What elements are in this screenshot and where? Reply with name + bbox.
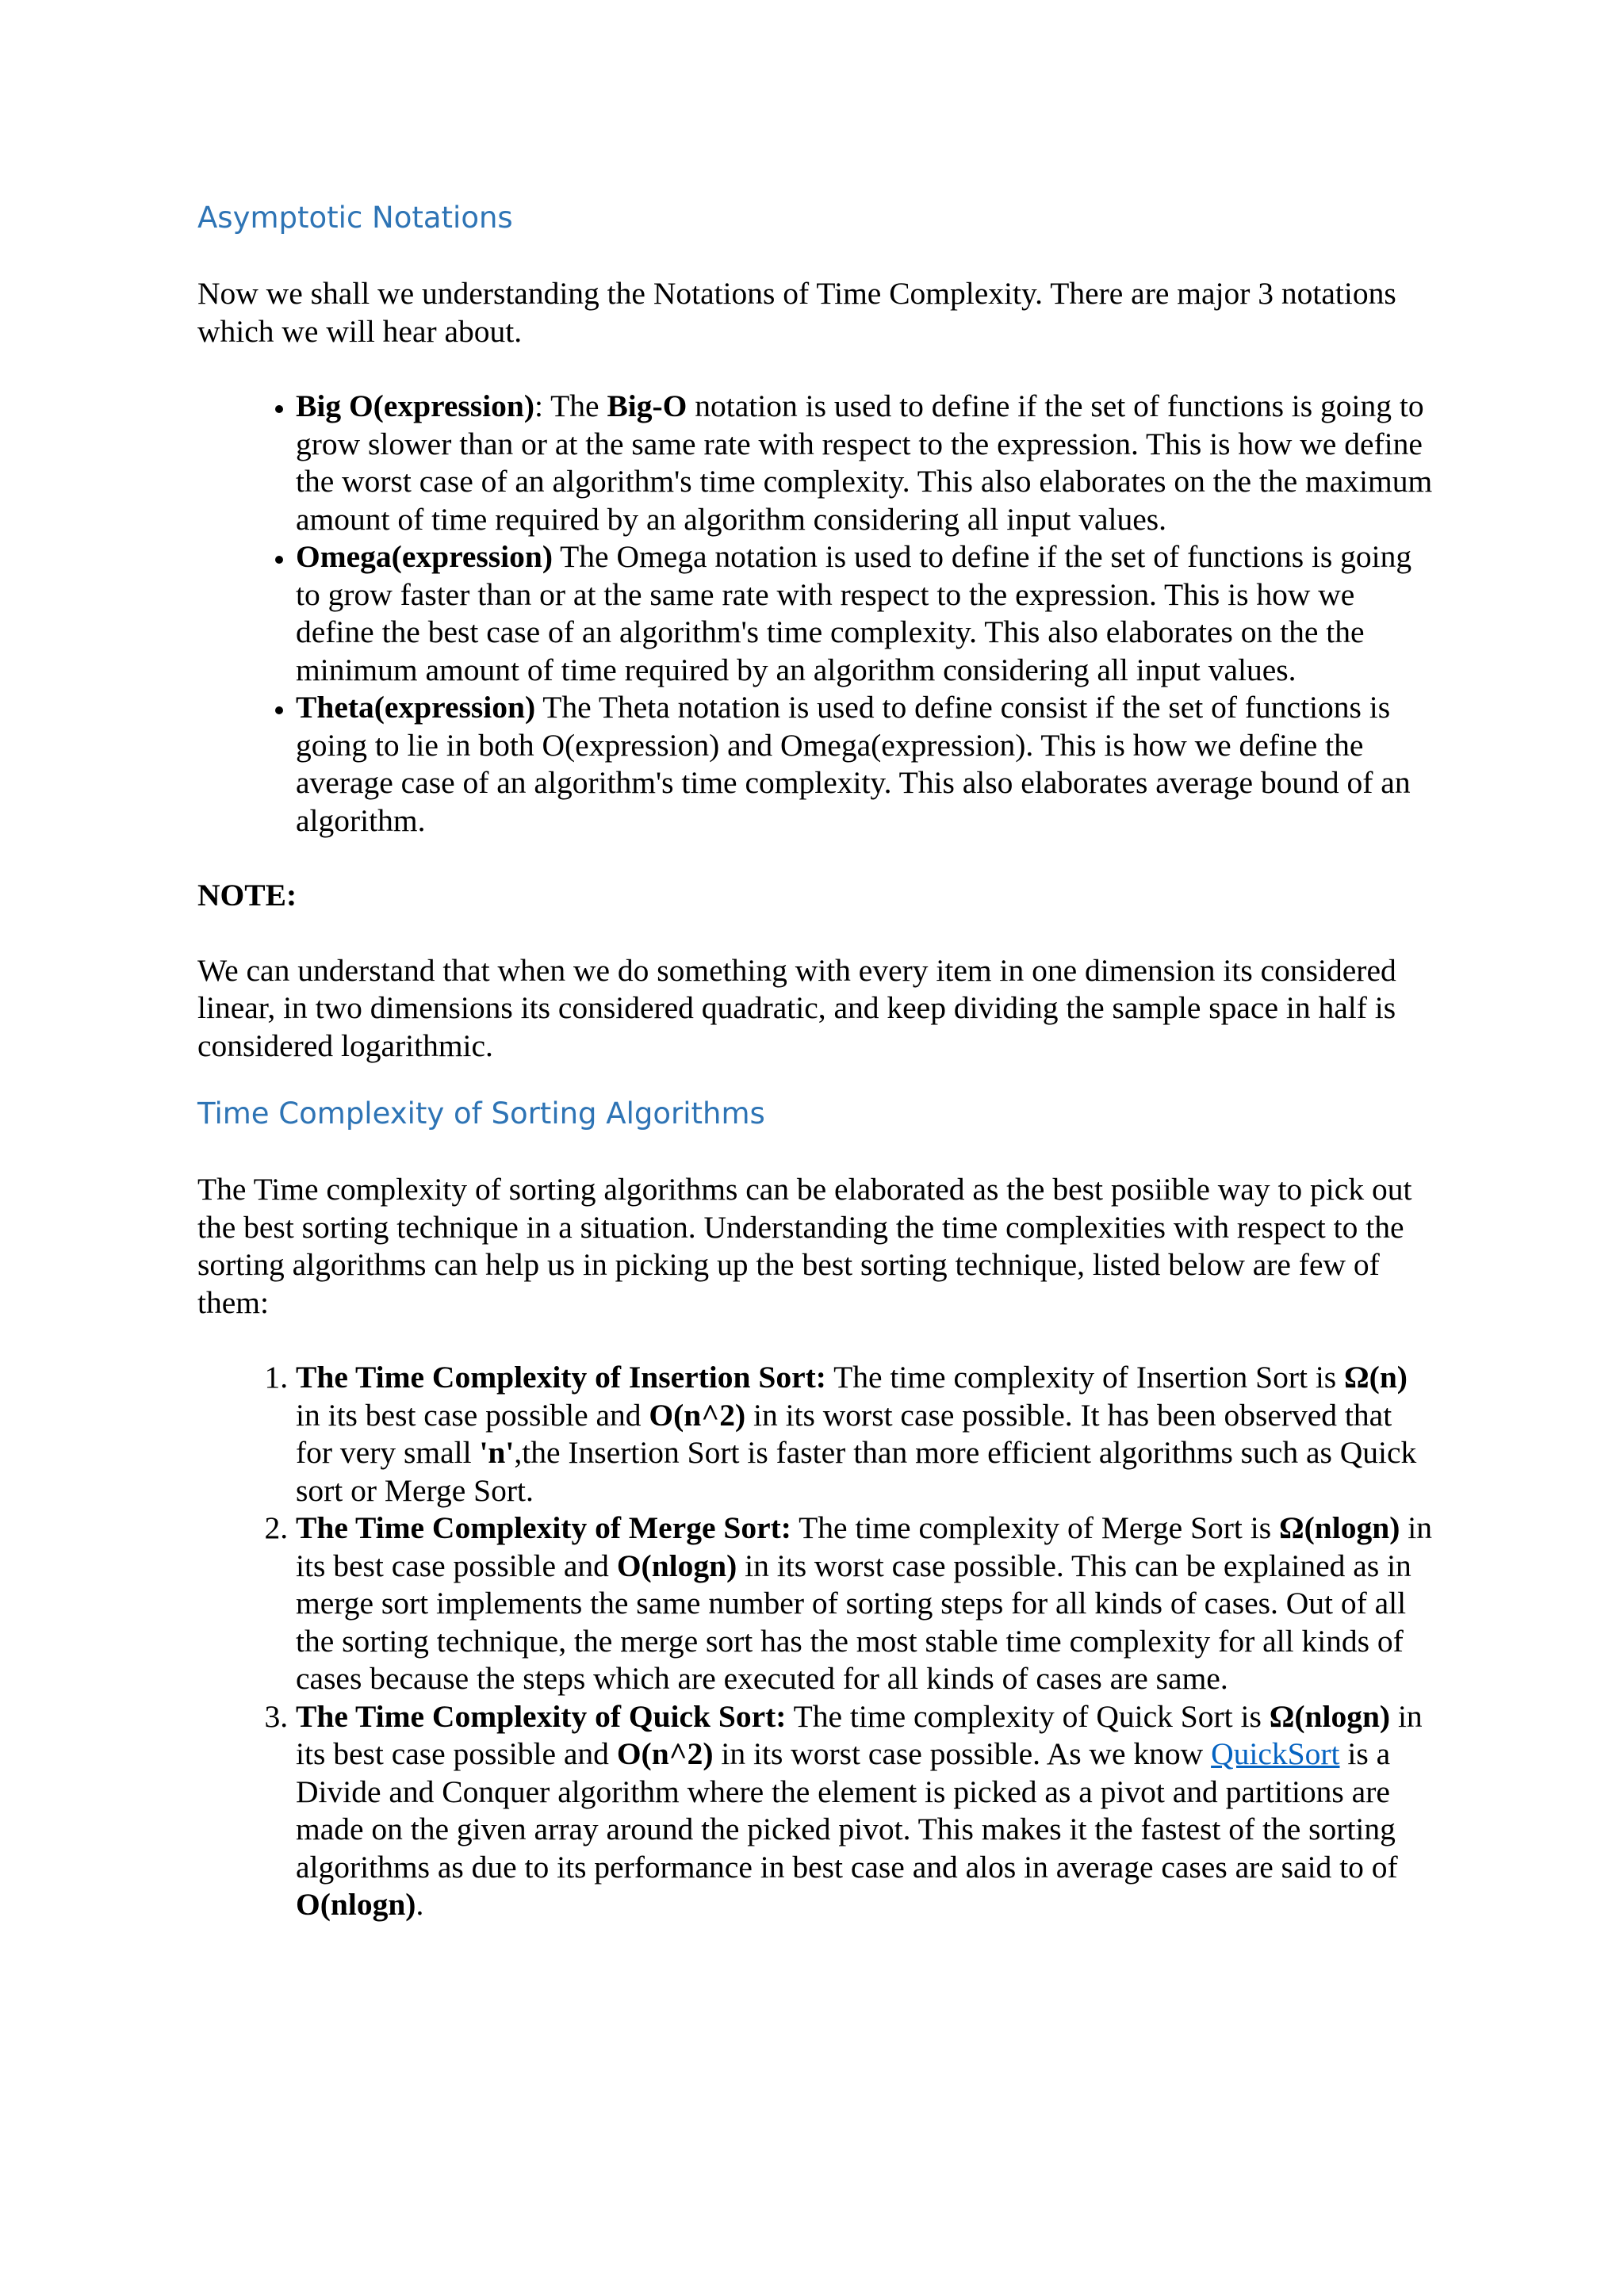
text-run: in its best case possible and — [296, 1698, 1423, 1771]
note-paragraph: We can understand that when we do something with every item in one dimension its considered linear, in two dimensions its considered quadratic, and keep dividing the sample space in half is considered logarithmic. — [197, 952, 1396, 1063]
list-item-big-o — [296, 388, 1434, 538]
text-run: in its best case possible and — [296, 1510, 1432, 1583]
bold-run: O(nlogn) — [616, 1548, 737, 1583]
text-run: The time complexity of Insertion Sort is — [825, 1360, 1345, 1395]
theta-description: The Theta notation is used to define consist if the set of functions is going to lie in both O(expression) and Omega(expression). This is how we define the average case of an algorithm's time complexity. This also elaborates average bound of an algorithm. — [296, 690, 1411, 838]
text-run: The time complexity of Merge Sort is — [791, 1510, 1280, 1545]
term-theta: Theta(expression) — [296, 690, 536, 725]
list-item-merge-sort — [296, 1510, 1434, 1698]
bold-run: O(n^2) — [616, 1736, 714, 1771]
notation-list — [197, 388, 1434, 840]
merge-title: The Time Complexity of Merge Sort: — [296, 1510, 791, 1545]
term-omega: Omega(expression) — [296, 539, 553, 574]
big-o-description: notation is used to define if the set of functions is going to grow slower than or at the same rate with respect to the expression. This is how we define the worst case of an algorithm's time complexity. This also elaborates on the the maximum amount of time required by an algorithm considering all input values. — [296, 388, 1433, 537]
list-item-omega — [296, 538, 1434, 689]
list-item-theta — [296, 689, 1434, 840]
term-big-o: Big O(expression) — [296, 388, 535, 423]
bold-run: O(n^2) — [649, 1397, 746, 1433]
quicksort-link[interactable]: QuickSort — [1211, 1736, 1340, 1771]
note-label: NOTE: — [197, 878, 297, 913]
heading-asymptotic-notations: Asymptotic Notations — [197, 201, 513, 235]
list-item-quick-sort — [296, 1698, 1434, 1924]
bold-run: Ω(nlogn) — [1279, 1510, 1400, 1545]
bold-run: O(nlogn) — [296, 1887, 416, 1922]
text-run: is a Divide and Conquer algorithm where the element is picked as a pivot and partitions are made on the given array around the picked pivot. This makes it the fastest of the sorting algorithms as due to its performance in best case and alos in average cases are said to of — [296, 1736, 1398, 1885]
quick-title: The Time Complexity of Quick Sort: — [296, 1698, 787, 1734]
text-run: The time complexity of Quick Sort is — [786, 1698, 1270, 1734]
bold-run: Ω(n) — [1344, 1360, 1408, 1395]
sorting-list — [197, 1359, 1434, 1924]
text-run: . — [416, 1887, 424, 1922]
text-run: ,the Insertion Sort is faster than more efficient algorithms such as Quick sort or Merge Sort. — [296, 1435, 1417, 1508]
text-run: in its worst case possible. This can be explained as in merge sort implements the same number of sorting steps for all kinds of cases. Out of all the sorting technique, the merge sort has the most stable time complexity for all kinds of cases because the steps which are executed for all kinds of cases are same. — [296, 1548, 1411, 1696]
intro-paragraph: Now we shall we understanding the Notations of Time Complexity. There are major 3 notations which we will hear about. — [197, 276, 1396, 349]
document-page — [197, 194, 1434, 1924]
omega-description: The Omega notation is used to define if the set of functions is going to grow faster than or at the same rate with respect to the expression. This is how we define the best case of an algorithm's time complexity. This also elaborates on the the minimum amount of time required by an algorithm considering all input values. — [296, 539, 1412, 687]
text-run: in its worst case possible. As we know — [713, 1736, 1212, 1771]
term-big-o-bold: Big-O — [607, 388, 688, 423]
insertion-title: The Time Complexity of Insertion Sort: — [296, 1360, 826, 1395]
list-item-insertion-sort — [296, 1359, 1434, 1510]
sorting-intro-paragraph: The Time complexity of sorting algorithms can be elaborated as the best posiible way to pick out the best sorting technique in a situation. Understanding the time complexities with respect to the sorting algorithms can help us in picking up the best sorting technique, listed below are few of them: — [197, 1172, 1412, 1320]
text-run: in its worst case possible. It has been observed that for very small — [296, 1397, 1392, 1470]
bold-run: Ω(nlogn) — [1269, 1698, 1391, 1734]
bold-run: 'n' — [479, 1435, 515, 1470]
text-run: in its best case possible and — [296, 1397, 649, 1433]
term-separator: : The — [534, 388, 607, 423]
heading-sorting-complexity: Time Complexity of Sorting Algorithms — [197, 1096, 765, 1131]
